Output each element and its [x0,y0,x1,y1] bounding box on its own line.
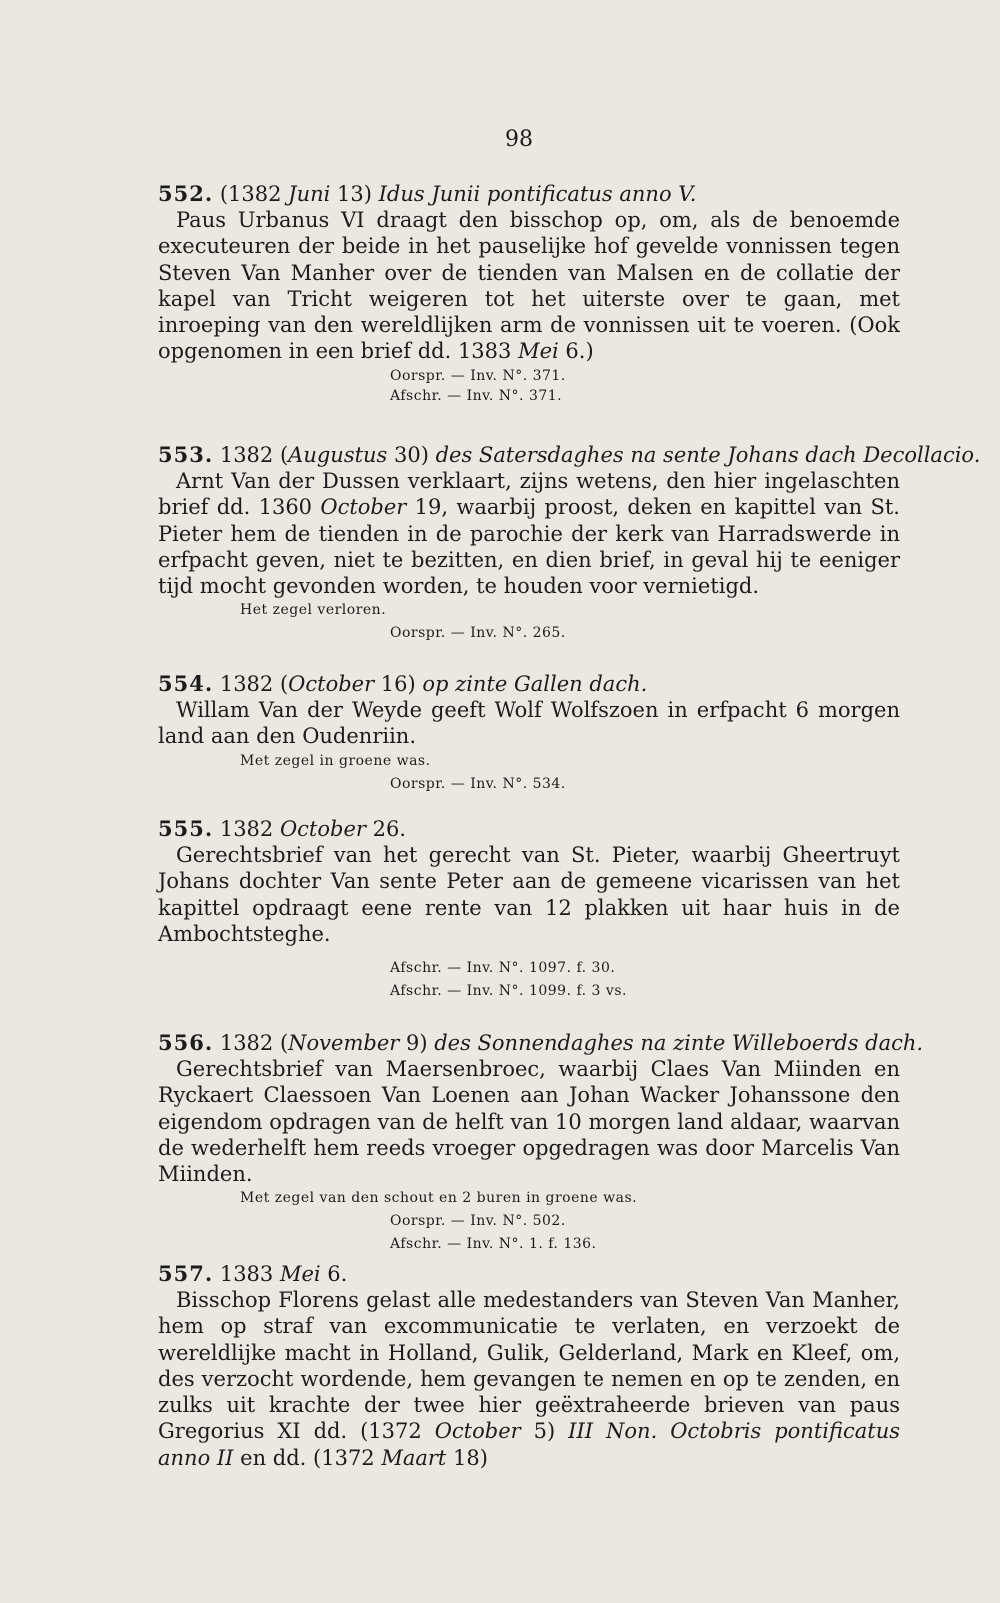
entry-day: 13) [330,182,379,206]
seal-note: Het zegel verloren. [240,602,387,619]
entry-557 [158,1261,900,1471]
archive-reference: Oorspr. — Inv. N°. 534. [390,775,566,792]
seal-note: Met zegel van den schout en 2 buren in groene was. [240,1190,638,1207]
entry-number: 555. [158,816,214,841]
seal-note: Met zegel in groene was. [240,752,431,769]
entry-heading: 556. 1382 (November 9) des Sonnendaghes na zinte Willeboerds dach. [158,1030,924,1055]
archive-reference: Oorspr. — Inv. N°. 371. [390,367,566,384]
entry-text: Gerechtsbrief van het gerecht van St. Pieter, waarbij Gheertruyt Johans dochter Van sente Peter aan de gemeene vicarissen van het kapittel opdraagt eene rente van 12 plakken uit haar huis in de Ambochtsteghe. [158,843,900,946]
entry-553 [158,442,981,645]
entry-heading: 557. 1383 Mei 6. [158,1261,348,1286]
entry-554 [158,671,900,796]
entry-text: Paus Urbanus VI draagt den bisschop op, om, als de benoemde executeuren der beide in het pauselijke hof gevelde vonnissen tegen Steven Van Manher over de tienden van Malsen en de collatie der kapel van Tricht weigeren tot het uiterste over te gaan, met inroeping van den wereldlijken arm de vonnissen uit te voeren. (Ook opgenomen in een brief dd. 1383 Mei 6.) [158,208,900,364]
page-number: 98 [505,127,533,152]
archive-reference: Afschr. — Inv. N°. 1. f. 136. [390,1236,597,1253]
entry-number: 556. [158,1030,214,1055]
entry-heading [158,181,900,207]
entry-heading: 553. 1382 (Augustus 30) des Satersdaghes na sente Johans dach Decollacio. [158,442,981,467]
entry-number: 557. [158,1261,214,1286]
entry-text: Arnt Van der Dussen verklaart, zijns wetens, den hier ingelaschten brief dd. 1360 October 19, waarbij proost, deken en kapittel van St. Pieter hem de tienden in de parochie der kerk van Harradswerde in erfpacht geven, niet te bezitten, en dien brief, in geval hij te eeniger tijd mocht gevonden worden, te houden voor vernietigd. [158,469,900,599]
entry-556 [158,1030,924,1256]
entry-date: (1382 [213,182,289,206]
entry-number: 554. [158,671,214,696]
entry-text: Willam Van der Weyde geeft Wolf Wolfszoen in erfpacht 6 morgen land aan den Oudenriin. [158,698,900,749]
entry-number: 553. [158,442,214,467]
archive-reference: Afschr. — Inv. N°. 1099. f. 3 vs. [390,983,627,1000]
archive-reference: Afschr. — Inv. N°. 371. [390,387,563,404]
entry-text: Bisschop Florens gelast alle medestanders van Steven Van Manher, hem op straf van excommunicatie te verlaten, en verzoekt de wereldlijke macht in Holland, Gulik, Gelderland, Mark en Kleef, om, des verzocht wordende, hem gevangen te nemen en op te zenden, en zulks uit krachte der twee hier geëxtraheerde brieven van paus Gregorius XI dd. (1372 October 5) III Non. Octobris pontificatus anno II en dd. (1372 Maart 18) [158,1288,901,1470]
archive-reference: Oorspr. — Inv. N°. 265. [390,625,566,642]
entry-text: Gerechtsbrief van Maersenbroec, waarbij Claes Van Miinden en Ryckaert Claessoen Van Loenen aan Johan Wacker Johanssone den eigendom opdragen van de helft van 10 morgen land aldaar, waarvan de wederhelft hem reeds vroeger opgedragen was door Marcelis Van Miinden. [158,1057,900,1187]
entry-heading: 555. 1382 October 26. [158,816,406,841]
entry-555 [158,816,900,1003]
entry-number: 552. [158,181,214,206]
entry-heading: 554. 1382 (October 16) op zinte Gallen dach. [158,671,648,696]
archive-reference: Afschr. — Inv. N°. 1097. f. 30. [390,960,616,977]
entry-latin-date: Idus Junii pontificatus anno V. [378,182,697,206]
entry-month: Juni [288,182,331,206]
entry-552 [158,181,900,408]
archive-reference: Oorspr. — Inv. N°. 502. [390,1213,566,1230]
